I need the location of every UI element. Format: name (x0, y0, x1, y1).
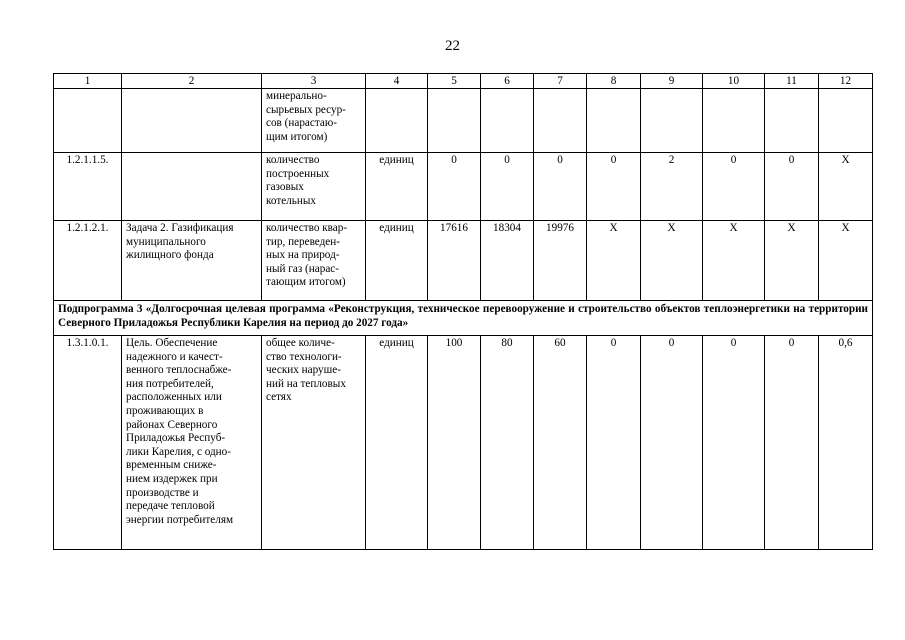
table-row (54, 153, 873, 221)
column-header: 7 (534, 74, 587, 89)
table-cell: 2 (641, 153, 703, 221)
table-cell: общее количе- ство технологи- ческих наруше- ний на тепловых сетях (262, 336, 366, 550)
table-cell: X (819, 221, 873, 301)
table-cell: 19976 (534, 221, 587, 301)
column-header: 1 (54, 74, 122, 89)
table-cell: 1.2.1.1.5. (54, 153, 122, 221)
table-cell (703, 89, 765, 153)
table-cell: единиц (366, 221, 428, 301)
table-cell: минерально- сырьевых ресур- сов (нарастаю- щим итогом) (262, 89, 366, 153)
table-cell: 0 (641, 336, 703, 550)
subprogram-row (54, 301, 873, 336)
table-cell: X (765, 221, 819, 301)
table-cell (428, 89, 481, 153)
table-cell: X (703, 221, 765, 301)
indicators-table (53, 73, 873, 550)
table-row (54, 89, 873, 153)
table-cell (122, 89, 262, 153)
table-cell: 18304 (481, 221, 534, 301)
table-cell: 0,6 (819, 336, 873, 550)
table-cell: 0 (428, 153, 481, 221)
column-header: 6 (481, 74, 534, 89)
table-cell: количество квар- тир, переведен- ных на природ- ный газ (нарас- тающим итогом) (262, 221, 366, 301)
table-cell (819, 89, 873, 153)
table-cell: 0 (765, 153, 819, 221)
column-header: 8 (587, 74, 641, 89)
table-cell: X (641, 221, 703, 301)
table-cell: Цель. Обеспечение надежного и качест- венного теплоснабже- ния потребителей, расположенных или проживающих в районах Северного Приладожья Респуб- лики Карелия, с одно- временным сниже- нием издержек при производстве и передаче тепловой энергии потребителям (122, 336, 262, 550)
table-cell: 60 (534, 336, 587, 550)
table-cell: 17616 (428, 221, 481, 301)
table-cell (641, 89, 703, 153)
table-cell: количество построенных газовых котельных (262, 153, 366, 221)
table-cell: единиц (366, 336, 428, 550)
page-number: 22 (445, 38, 460, 54)
table-cell: 0 (587, 153, 641, 221)
column-header: 5 (428, 74, 481, 89)
table-cell: 100 (428, 336, 481, 550)
column-header: 11 (765, 74, 819, 89)
table-cell: 0 (703, 153, 765, 221)
table-cell: 0 (703, 336, 765, 550)
column-header: 9 (641, 74, 703, 89)
table-cell (122, 153, 262, 221)
table-cell (54, 89, 122, 153)
table-cell: единиц (366, 153, 428, 221)
table-cell: 0 (481, 153, 534, 221)
table-cell: Задача 2. Газификация муниципального жилищного фонда (122, 221, 262, 301)
subprogram-title: Подпрограмма 3 «Долгосрочная целевая программа «Реконструкция, техническое перевооружение и строительство объектов теплоэнергетики на территории Северного Приладожья Республики Карелия на период до 2027 года» (54, 301, 873, 336)
table-header-row (54, 74, 873, 89)
column-header: 4 (366, 74, 428, 89)
table-cell: 0 (765, 336, 819, 550)
table-cell: 0 (587, 336, 641, 550)
column-header: 12 (819, 74, 873, 89)
table-row (54, 336, 873, 550)
table-row (54, 221, 873, 301)
table-cell: X (587, 221, 641, 301)
table-cell (587, 89, 641, 153)
table-cell (534, 89, 587, 153)
table-cell: 1.2.1.2.1. (54, 221, 122, 301)
column-header: 2 (122, 74, 262, 89)
table-cell: 80 (481, 336, 534, 550)
table-cell (765, 89, 819, 153)
column-header: 10 (703, 74, 765, 89)
table-cell: 1.3.1.0.1. (54, 336, 122, 550)
table-cell (481, 89, 534, 153)
table-cell: 0 (534, 153, 587, 221)
column-header: 3 (262, 74, 366, 89)
table-cell (366, 89, 428, 153)
table-cell: X (819, 153, 873, 221)
